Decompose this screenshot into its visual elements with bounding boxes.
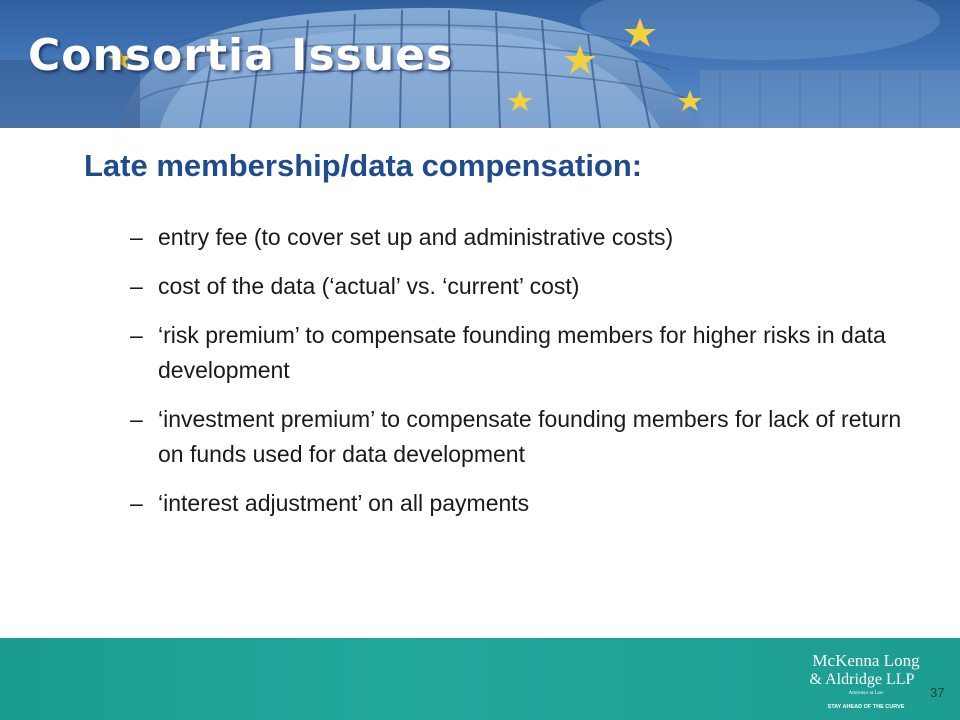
bullet-text: cost of the data (‘actual’ vs. ‘current’ cost): [158, 273, 580, 299]
page-number: 37: [930, 685, 945, 700]
slide-title: Consortia Issues: [28, 30, 454, 81]
dash-marker: –: [130, 490, 143, 516]
bullet-text: ‘investment premium’ to compensate founding members for lack of return on funds used for data development: [158, 406, 902, 467]
bullet-item: [130, 269, 910, 304]
logo-line-2: & Aldridge LLP: [809, 671, 915, 688]
firm-logo: [806, 648, 926, 712]
bullet-list: [130, 220, 910, 535]
bullet-item: [130, 318, 910, 388]
dash-marker: –: [130, 224, 143, 250]
bullet-text: ‘risk premium’ to compensate founding members for higher risks in data development: [158, 322, 886, 383]
bullet-item: [130, 486, 910, 521]
header-banner: [0, 0, 960, 128]
dash-marker: –: [130, 406, 143, 432]
dash-marker: –: [130, 273, 143, 299]
slide-content: [0, 128, 960, 638]
section-heading: Late membership/data compensation:: [84, 148, 643, 183]
bullet-item: [130, 220, 910, 255]
bullet-text: entry fee (to cover set up and administrative costs): [158, 224, 674, 250]
dash-marker: –: [130, 322, 143, 348]
bullet-text: ‘interest adjustment’ on all payments: [158, 490, 530, 516]
logo-line-3: Attorneys at Law: [848, 691, 884, 696]
logo-line-1: McKenna Long: [812, 651, 920, 670]
logo-tagline: STAY AHEAD OF THE CURVE: [827, 704, 905, 710]
bullet-item: [130, 402, 910, 472]
